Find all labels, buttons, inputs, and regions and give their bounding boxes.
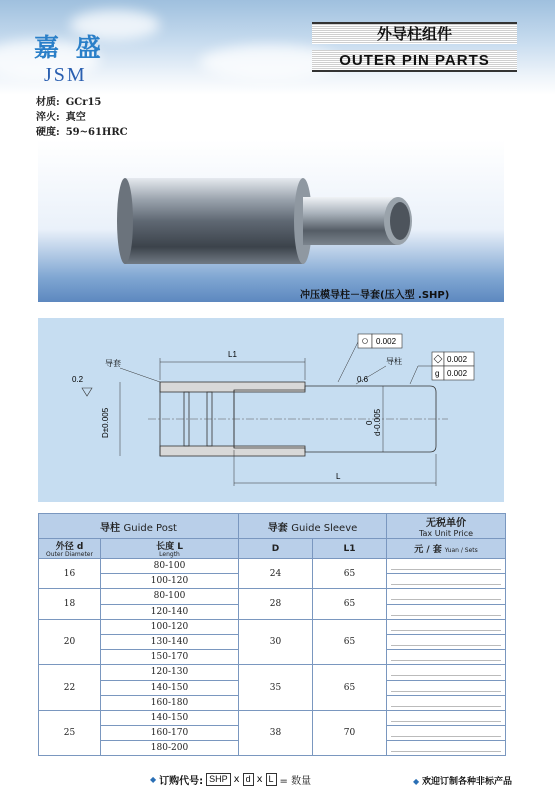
label-d-tol: D±0.005 [101,407,110,438]
table-row [39,710,506,725]
cell-length: 140-150 [101,680,239,695]
header-L1: L1 [313,539,387,559]
d-box: d [243,773,254,786]
cell-D: 35 [239,665,313,711]
cell-length: 180-200 [101,741,239,756]
cell-L1: 65 [313,589,387,619]
header-guide-sleeve: 导套 Guide Sleeve [239,514,387,539]
cell-price [387,634,506,649]
cell-d: 16 [39,559,101,589]
photo-caption: 冲压模导柱－导套(压入型 .SHP) [300,290,450,301]
qty-text: = 数量 [279,776,312,787]
table-row [39,619,506,634]
cell-D: 24 [239,559,313,589]
l-box: L [266,773,277,786]
cell-length: 140-150 [101,710,239,725]
bullet-icon: ◆ [150,775,157,784]
cell-price [387,695,506,710]
cell-length: 130-140 [101,634,239,649]
cell-length: 120-140 [101,604,239,619]
header-od: 外径 d Outer Diameter [39,539,101,559]
cell-price [387,726,506,741]
cell-d: 22 [39,665,101,711]
code-box: SHP [206,773,231,786]
cell-D: 28 [239,589,313,619]
label-l1: L1 [228,350,237,359]
cell-length: 160-170 [101,726,239,741]
cell-length: 80-100 [101,559,239,574]
header-unit: 元 / 套 Yuan / Sets [387,539,506,559]
cell-length: 100-120 [101,619,239,634]
technical-drawing [38,318,504,502]
page-title-en: OUTER PIN PARTS [312,50,517,72]
label-d-small: d-0.005 [373,408,382,436]
brand-english: JSM [44,64,87,86]
cell-length: 120-130 [101,665,239,680]
cell-L1: 65 [313,619,387,665]
outer-pin-illustration [38,140,504,302]
cell-length: 160-180 [101,695,239,710]
times-sign: x [233,774,240,785]
cell-D: 38 [239,710,313,756]
cell-length: 80-100 [101,589,239,604]
cell-price [387,650,506,665]
cell-price [387,619,506,634]
product-photo [38,140,504,302]
cell-price [387,680,506,695]
label-l: L [336,472,341,481]
cell-d: 18 [39,589,101,619]
tol-symbol-g: g [435,369,440,378]
label-02: 0.2 [72,375,84,384]
cell-price [387,741,506,756]
cell-price [387,604,506,619]
table-row [39,665,506,680]
label-06: 0.6 [357,375,369,384]
spec-material: 材质: GCr15 [36,97,102,108]
cell-price [387,665,506,680]
cell-length: 100-120 [101,574,239,589]
header-guide-post: 导柱 Guide Post [39,514,239,539]
tol-value-1: 0.002 [376,337,397,346]
cell-L1: 65 [313,665,387,711]
spec-hardness: 硬度: 59~61HRC [36,127,128,138]
order-code [150,772,311,787]
header-D: D [239,539,313,559]
cell-price [387,589,506,604]
times-sign: x [256,774,263,785]
order-label: 订购代号: [159,776,204,787]
label-sleeve: 导套 [105,359,121,368]
cell-price [387,710,506,725]
spec-table [38,513,506,756]
tol-value-2: 0.002 [447,355,468,364]
header-length: 长度 L Length [101,539,239,559]
bullet-icon: ◆ [413,777,420,786]
cell-d: 20 [39,619,101,665]
custom-note: ◆ 欢迎订制各种非标产品 [413,777,513,787]
cell-L1: 70 [313,710,387,756]
table-row [39,559,506,574]
tol-value-3: 0.002 [447,369,468,378]
label-post: 导柱 [386,357,402,366]
drawing-svg [38,318,504,502]
cell-length: 150-170 [101,650,239,665]
table-row [39,589,506,604]
brand-chinese: 嘉 盛 [34,33,105,62]
cell-d: 25 [39,710,101,756]
page-title-cn: 外导柱组件 [312,22,517,44]
cell-L1: 65 [313,559,387,589]
cell-price [387,574,506,589]
cell-D: 30 [239,619,313,665]
spec-quench: 淬火: 真空 [36,112,86,123]
label-d-top: 0 [365,420,374,425]
header-price: 无税单价 Tax Unit Price [387,514,506,539]
cell-price [387,559,506,574]
